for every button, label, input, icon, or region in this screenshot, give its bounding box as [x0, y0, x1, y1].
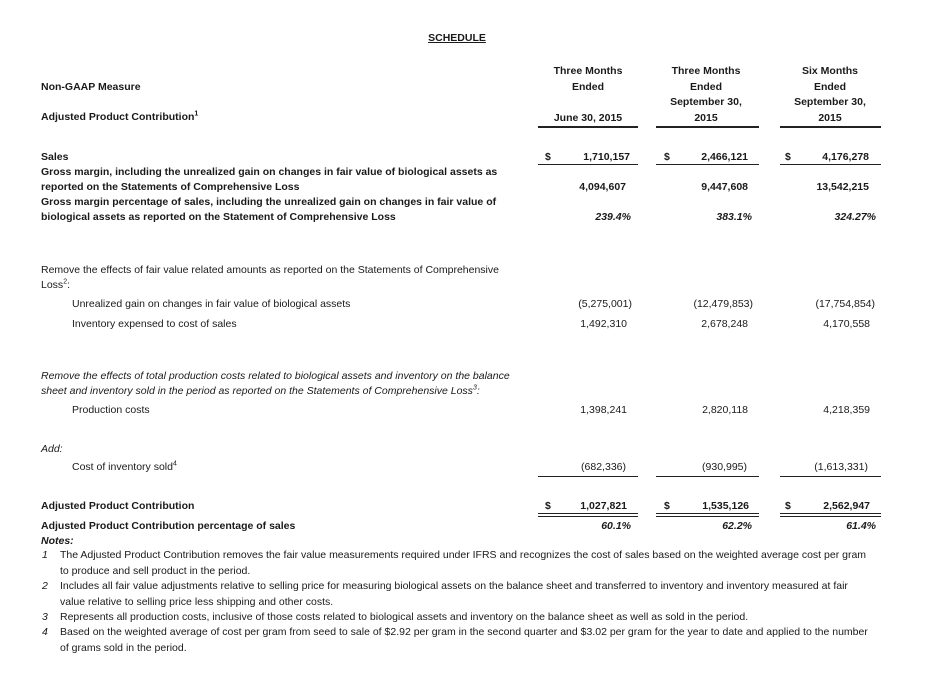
currency-symbol: $: [785, 151, 791, 163]
unrealized-gain-label: Unrealized gain on changes in fair value of biological assets: [72, 298, 351, 310]
production-costs-value-q2: 1,398,241: [580, 404, 627, 416]
note-number: 3: [42, 611, 48, 623]
gross-margin-label-2: reported on the Statements of Comprehensive Loss: [41, 181, 300, 193]
note-text: The Adjusted Product Contribution removes the fair value measurements required under IFRS and recognizes the cost of sales based on the weighted average cost per gram to produce and sell product in the period.: [60, 549, 867, 577]
total-double-rule: [656, 513, 759, 517]
gross-margin-value-q3: 9,447,608: [701, 181, 748, 193]
sales-label: Sales: [41, 151, 69, 163]
inventory-expensed-value-q3: 2,678,248: [701, 318, 748, 330]
production-costs-value-q3: 2,820,118: [702, 404, 748, 416]
apc-label: Adjusted Product Contribution: [41, 500, 195, 512]
row-rule: [656, 164, 759, 165]
total-double-rule: [780, 513, 881, 517]
note-number: 2: [42, 580, 48, 592]
fair-value-intro-2: Loss$^2$:: [41, 278, 71, 291]
gross-margin-pct-value-q3: 383.1%: [716, 211, 752, 223]
note-number: 4: [42, 626, 48, 638]
currency-symbol: $: [545, 151, 551, 163]
header-underline-q2: [538, 126, 638, 128]
subtotal-rule: [780, 476, 881, 477]
header-underline-ytd: [780, 126, 881, 128]
gross-margin-pct-label-2: biological assets as reported on the Statement of Comprehensive Loss: [41, 211, 396, 223]
column-header-q3: Three Months Ended September 30, 2015: [670, 65, 742, 124]
row-rule: [780, 164, 881, 165]
gross-margin-pct-value-ytd: 324.27%: [834, 211, 876, 223]
note-number: 1: [42, 549, 48, 561]
non-gaap-measure-label: Non-GAAP Measure: [41, 81, 141, 93]
apc-pct-label: Adjusted Product Contribution percentage of sales: [41, 520, 296, 532]
subtotal-rule: [656, 476, 759, 477]
inventory-expensed-value-q2: 1,492,310: [580, 318, 627, 330]
apc-pct-value-q3: 62.2%: [722, 520, 752, 532]
apc-value-q2: 1,027,821: [580, 500, 627, 512]
production-intro-2: sheet and inventory sold in the period as reported on the Statements of Comprehensive Loss$^3$:: [41, 384, 480, 397]
note-text: Based on the weighted average of cost per gram from seed to sale of $2.92 per gram in the second quarter and $3.02 per gram for the year to date and applied to the number of grams sold in the period.: [60, 626, 868, 654]
note-text: Represents all production costs, inclusive of those costs related to biological assets and inventory on the balance sheet as well as sold in the period.: [60, 611, 749, 623]
total-double-rule: [538, 513, 638, 517]
header-underline-q3: [656, 126, 759, 128]
cost-of-inventory-value-q2: (682,336): [581, 461, 626, 473]
row-rule: [538, 164, 638, 165]
currency-symbol: $: [664, 500, 670, 512]
production-costs-label: Production costs: [72, 404, 150, 416]
column-header-q2: Three Months Ended June 30, 2015: [553, 65, 623, 124]
unrealized-gain-value-q2: (5,275,001): [578, 298, 632, 310]
notes-title: Notes:: [41, 535, 74, 547]
cost-of-inventory-value-ytd: (1,613,331): [814, 461, 868, 473]
currency-symbol: $: [664, 151, 670, 163]
gross-margin-value-ytd: 13,542,215: [816, 181, 869, 193]
cost-of-inventory-value-q3: (930,995): [702, 461, 747, 473]
add-label: Add:: [41, 443, 63, 455]
schedule-title: SCHEDULE: [428, 32, 486, 44]
apc-pct-value-q2: 60.1%: [601, 520, 631, 532]
inventory-expensed-value-ytd: 4,170,558: [823, 318, 870, 330]
sales-value-q3: 2,466,121: [701, 151, 748, 163]
gross-margin-pct-label-1: Gross margin percentage of sales, including the unrealized gain on changes in fair value of: [41, 196, 497, 208]
apc-pct-value-ytd: 61.4%: [846, 520, 876, 532]
gross-margin-pct-value-q2: 239.4%: [595, 211, 631, 223]
gross-margin-label-1: Gross margin, including the unrealized gain on changes in fair value of biological assets as: [41, 166, 498, 178]
currency-symbol: $: [545, 500, 551, 512]
gross-margin-value-q2: 4,094,607: [579, 181, 626, 193]
apc-value-ytd: 2,562,947: [823, 500, 870, 512]
unrealized-gain-value-ytd: (17,754,854): [815, 298, 875, 310]
production-intro-1: Remove the effects of total production costs related to biological assets and inventory on the balance: [41, 370, 510, 382]
column-header-ytd: Six Months Ended September 30, 2015: [794, 65, 866, 124]
sales-value-q2: 1,710,157: [583, 151, 630, 163]
inventory-expensed-label: Inventory expensed to cost of sales: [72, 318, 237, 330]
note-text: Includes all fair value adjustments relative to selling price for measuring biological assets on the balance sheet and transferred to inventory and inventory measured at fair value relative to selling price less shipping and other costs.: [60, 580, 848, 608]
currency-symbol: $: [785, 500, 791, 512]
unrealized-gain-value-q3: (12,479,853): [693, 298, 753, 310]
fair-value-intro-1: Remove the effects of fair value related amounts as reported on the Statements of Comprehensive: [41, 264, 499, 276]
apc-value-q3: 1,535,126: [702, 500, 749, 512]
cost-of-inventory-sold-label: Cost of inventory sold$^4$: [72, 460, 177, 473]
production-costs-value-ytd: 4,218,359: [823, 404, 870, 416]
subtotal-rule: [538, 476, 638, 477]
sales-value-ytd: 4,176,278: [822, 151, 869, 163]
adjusted-product-contribution-heading: Adjusted Product Contribution$^1$: [41, 110, 199, 123]
